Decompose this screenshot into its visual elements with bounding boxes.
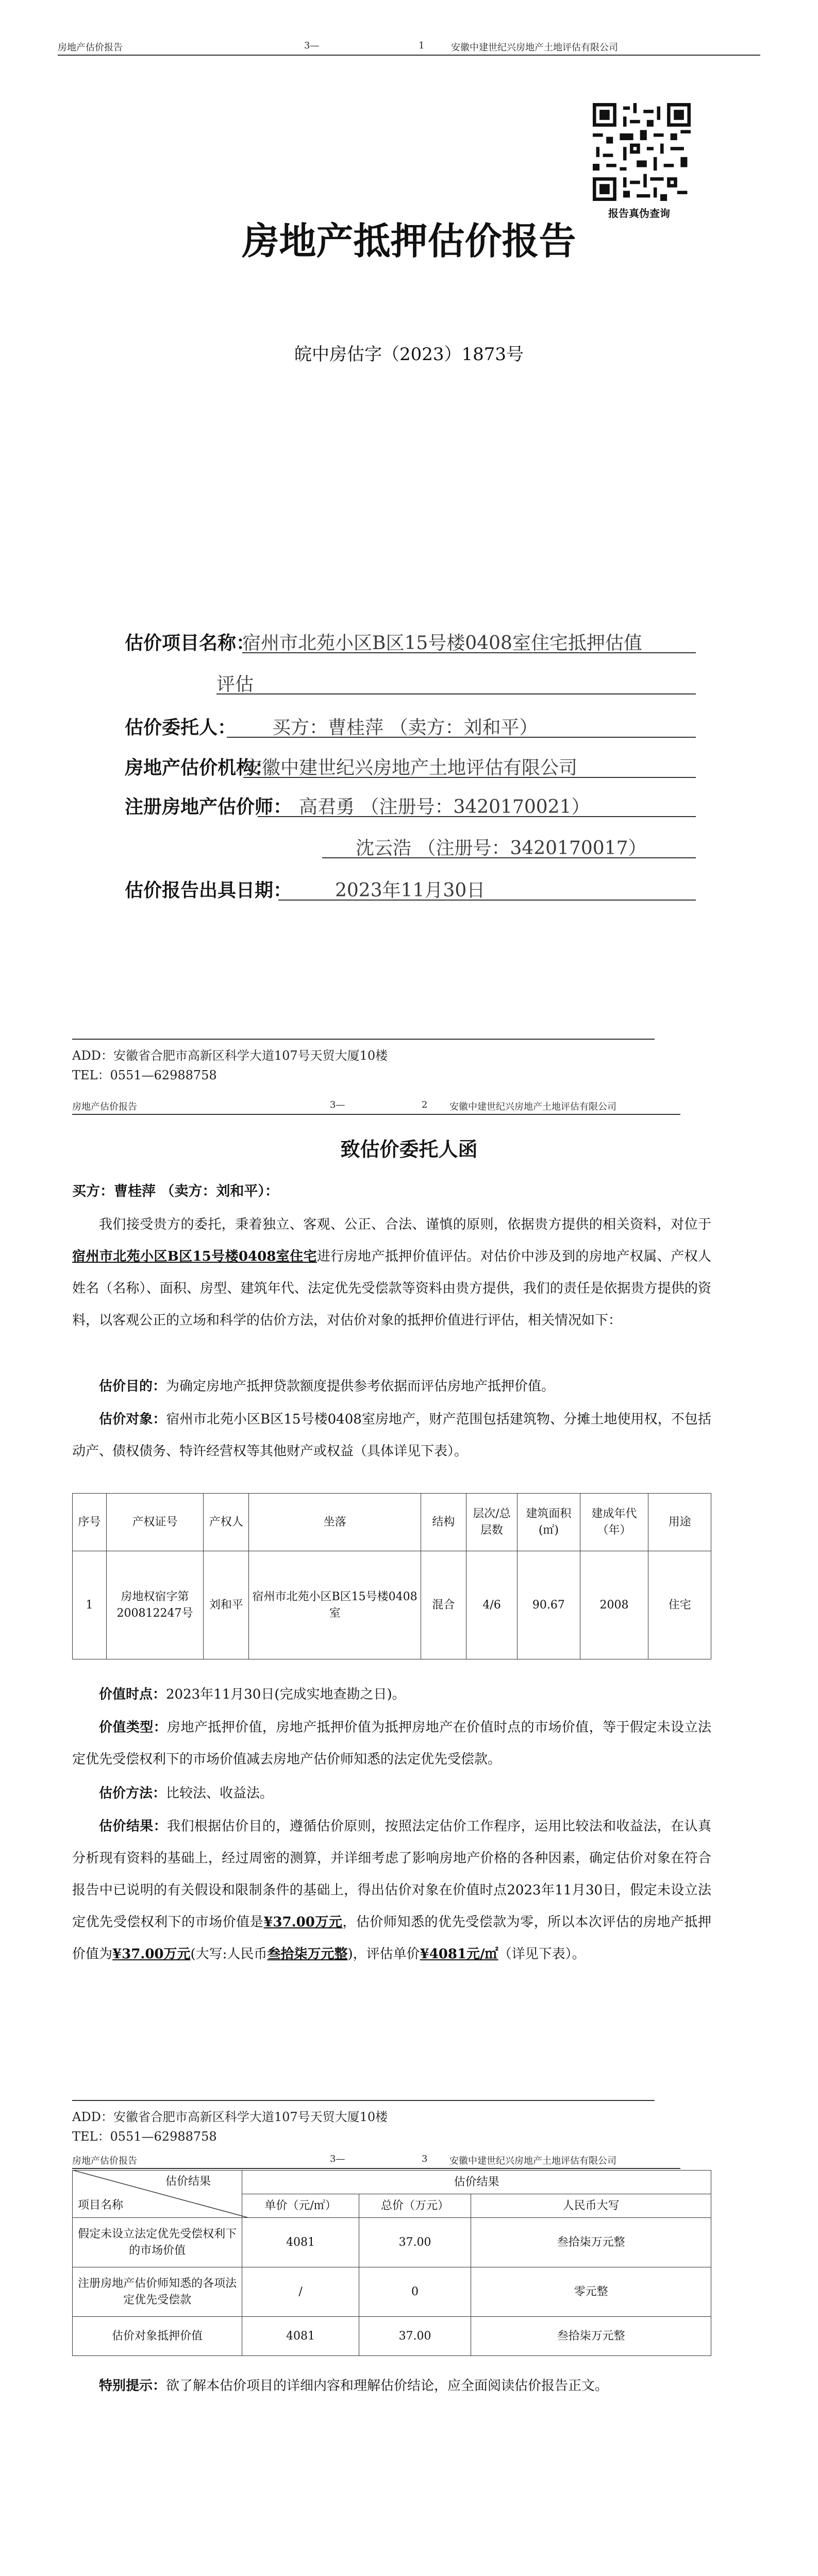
report-number: 皖中房估字（2023）1873号 [294,344,524,365]
valuation-result: 估价结果：我们根据估价目的，遵循估价原则，按照法定估价工作程序，运用比较法和收益法，在认真分析现有资料的基础上，经过周密的测算，并详细考虑了影响房地产价格的各种因素，确定估价对象在符合报告中已说明的有关假设和限制条件的基础上，得出估价对象在价值时点2023年11月30日，假定未设立法定优先受偿权利下的市场价值是¥37.00万元，估价师知悉的优先受偿款为零，所以本次评估的房地产抵押价值为¥37.00万元(大写:人民币叁拾柒万元整)，评估单价¥4081元/㎡（详见下表）。 [72,1819,711,1962]
result-table: 估价结果 项目名称 估价结果 单价（元/㎡） 总价（万元） 人民币大写 假定未设立法定优先受偿权利下的市场价值 4081 37.00 叁拾柒万元整 注册房地产估价师知悉的各项法定优先受偿款 / 0 零元整 估价对象抵押价值 4081 37.00 叁拾柒万元整 [72,2170,711,2356]
appraiser-label: 注册房地产估价师： [125,796,292,818]
table-row: 注册房地产估价师知悉的各项法定优先受偿款 / 0 零元整 [73,2267,711,2317]
date-value: 2023年11月30日 [335,880,486,901]
project-name-value: 宿州市北苑小区B区15号楼0408室住宅抵押估值 [242,633,642,654]
project-name-value-cont: 评估 [216,674,254,695]
letter-intro: 我们接受贵方的委托，秉着独立、客观、公正、合法、谨慎的原则，依据贵方提供的相关资料，对位于宿州市北苑小区B区15号楼0408室住宅进行房地产抵押价值评估。对估价中涉及到的房地产权属、产权人姓名（名称）、面积、房型、建筑年代、法定优先受偿款等资料由贵方提供，我们的责任是依据贵方提供的资料，以客观公正的立场和科学的估价方法，对估价对象的抵押价值进行评估，相关情况如下： [72,1217,711,1328]
header-rule [58,55,760,56]
value-type: 价值类型：房地产抵押价值，房地产抵押价值为抵押房地产在价值时点的市场价值，等于假定未设立法定优先受偿权利下的市场价值减去房地产估价师知悉的法定优先受偿款。 [72,1720,711,1767]
table-row: 估价对象抵押价值 4081 37.00 叁拾柒万元整 [73,2317,711,2356]
value-time: 价值时点：2023年11月30日(完成实地查勘之日)。 [99,1687,406,1702]
client-label: 估价委托人： [125,717,237,738]
table-row: 假定未设立法定优先受偿权利下的市场价值 4081 37.00 叁拾柒万元整 [73,2218,711,2267]
header-company: 安徽中建世纪兴房地产土地评估有限公司 [451,42,618,53]
date-label: 估价报告出具日期： [125,879,292,901]
header-left: 房地产估价报告 [58,42,123,53]
org-value: 安徽中建世纪兴房地产土地评估有限公司 [243,757,578,778]
appraiser-1: 高君勇 （注册号：3420170021） [299,796,590,818]
org-label: 房地产估价机构： [125,757,274,778]
purpose: 估价目的：为确定房地产抵押贷款额度提供参考依据而评估房地产抵押价值。 [99,1379,555,1394]
report-title: 房地产抵押估价报告 [242,219,576,263]
qr-code-icon [593,103,691,201]
header-page-number: 1 [419,40,425,51]
letter-title: 致估价委托人函 [340,1138,478,1161]
client-value: 买方：曹桂萍 （卖方：刘和平） [272,717,538,738]
project-name-label: 估价项目名称： [125,632,255,654]
letter-salutation: 买方：曹桂萍 （卖方：刘和平）： [72,1183,279,1199]
method: 估价方法：比较法、收益法。 [99,1786,274,1801]
table-row: 1 房地权宿字第200812247号 刘和平 宿州市北苑小区B区15号楼0408室 混合 4/6 90.67 2008 住宅 [73,1551,711,1659]
property-table: 序号 产权证号 产权人 坐落 结构 层次/总层数 建筑面积(㎡) 建成年代（年） 用途 1 房地权宿字第200812247号 刘和平 宿州市北苑小区B区15号楼0408室 混合 4/6 90.67 2008 住宅 [72,1493,711,1659]
valuation-object: 估价对象：宿州市北苑小区B区15号楼0408室房地产，财产范围包括建筑物、分摊土地使用权，不包括动产、债权债务、特许经营权等其他财产或权益（具体详见下表）。 [72,1412,711,1459]
result-table-wrap [72,2170,711,2355]
footer-address: ADD：安徽省合肥市高新区科学大道107号天贸大厦10楼 [72,1048,388,1063]
appraiser-2: 沈云浩 （注册号：3420170017） [356,838,647,859]
special-note: 特别提示：欲了解本估价项目的详细内容和理解估价结论，应全面阅读估价报告正文。 [99,2378,609,2394]
footer-tel: TEL：0551—62988758 [72,1068,217,1082]
qr-caption: 报告真伪查询 [608,207,670,219]
